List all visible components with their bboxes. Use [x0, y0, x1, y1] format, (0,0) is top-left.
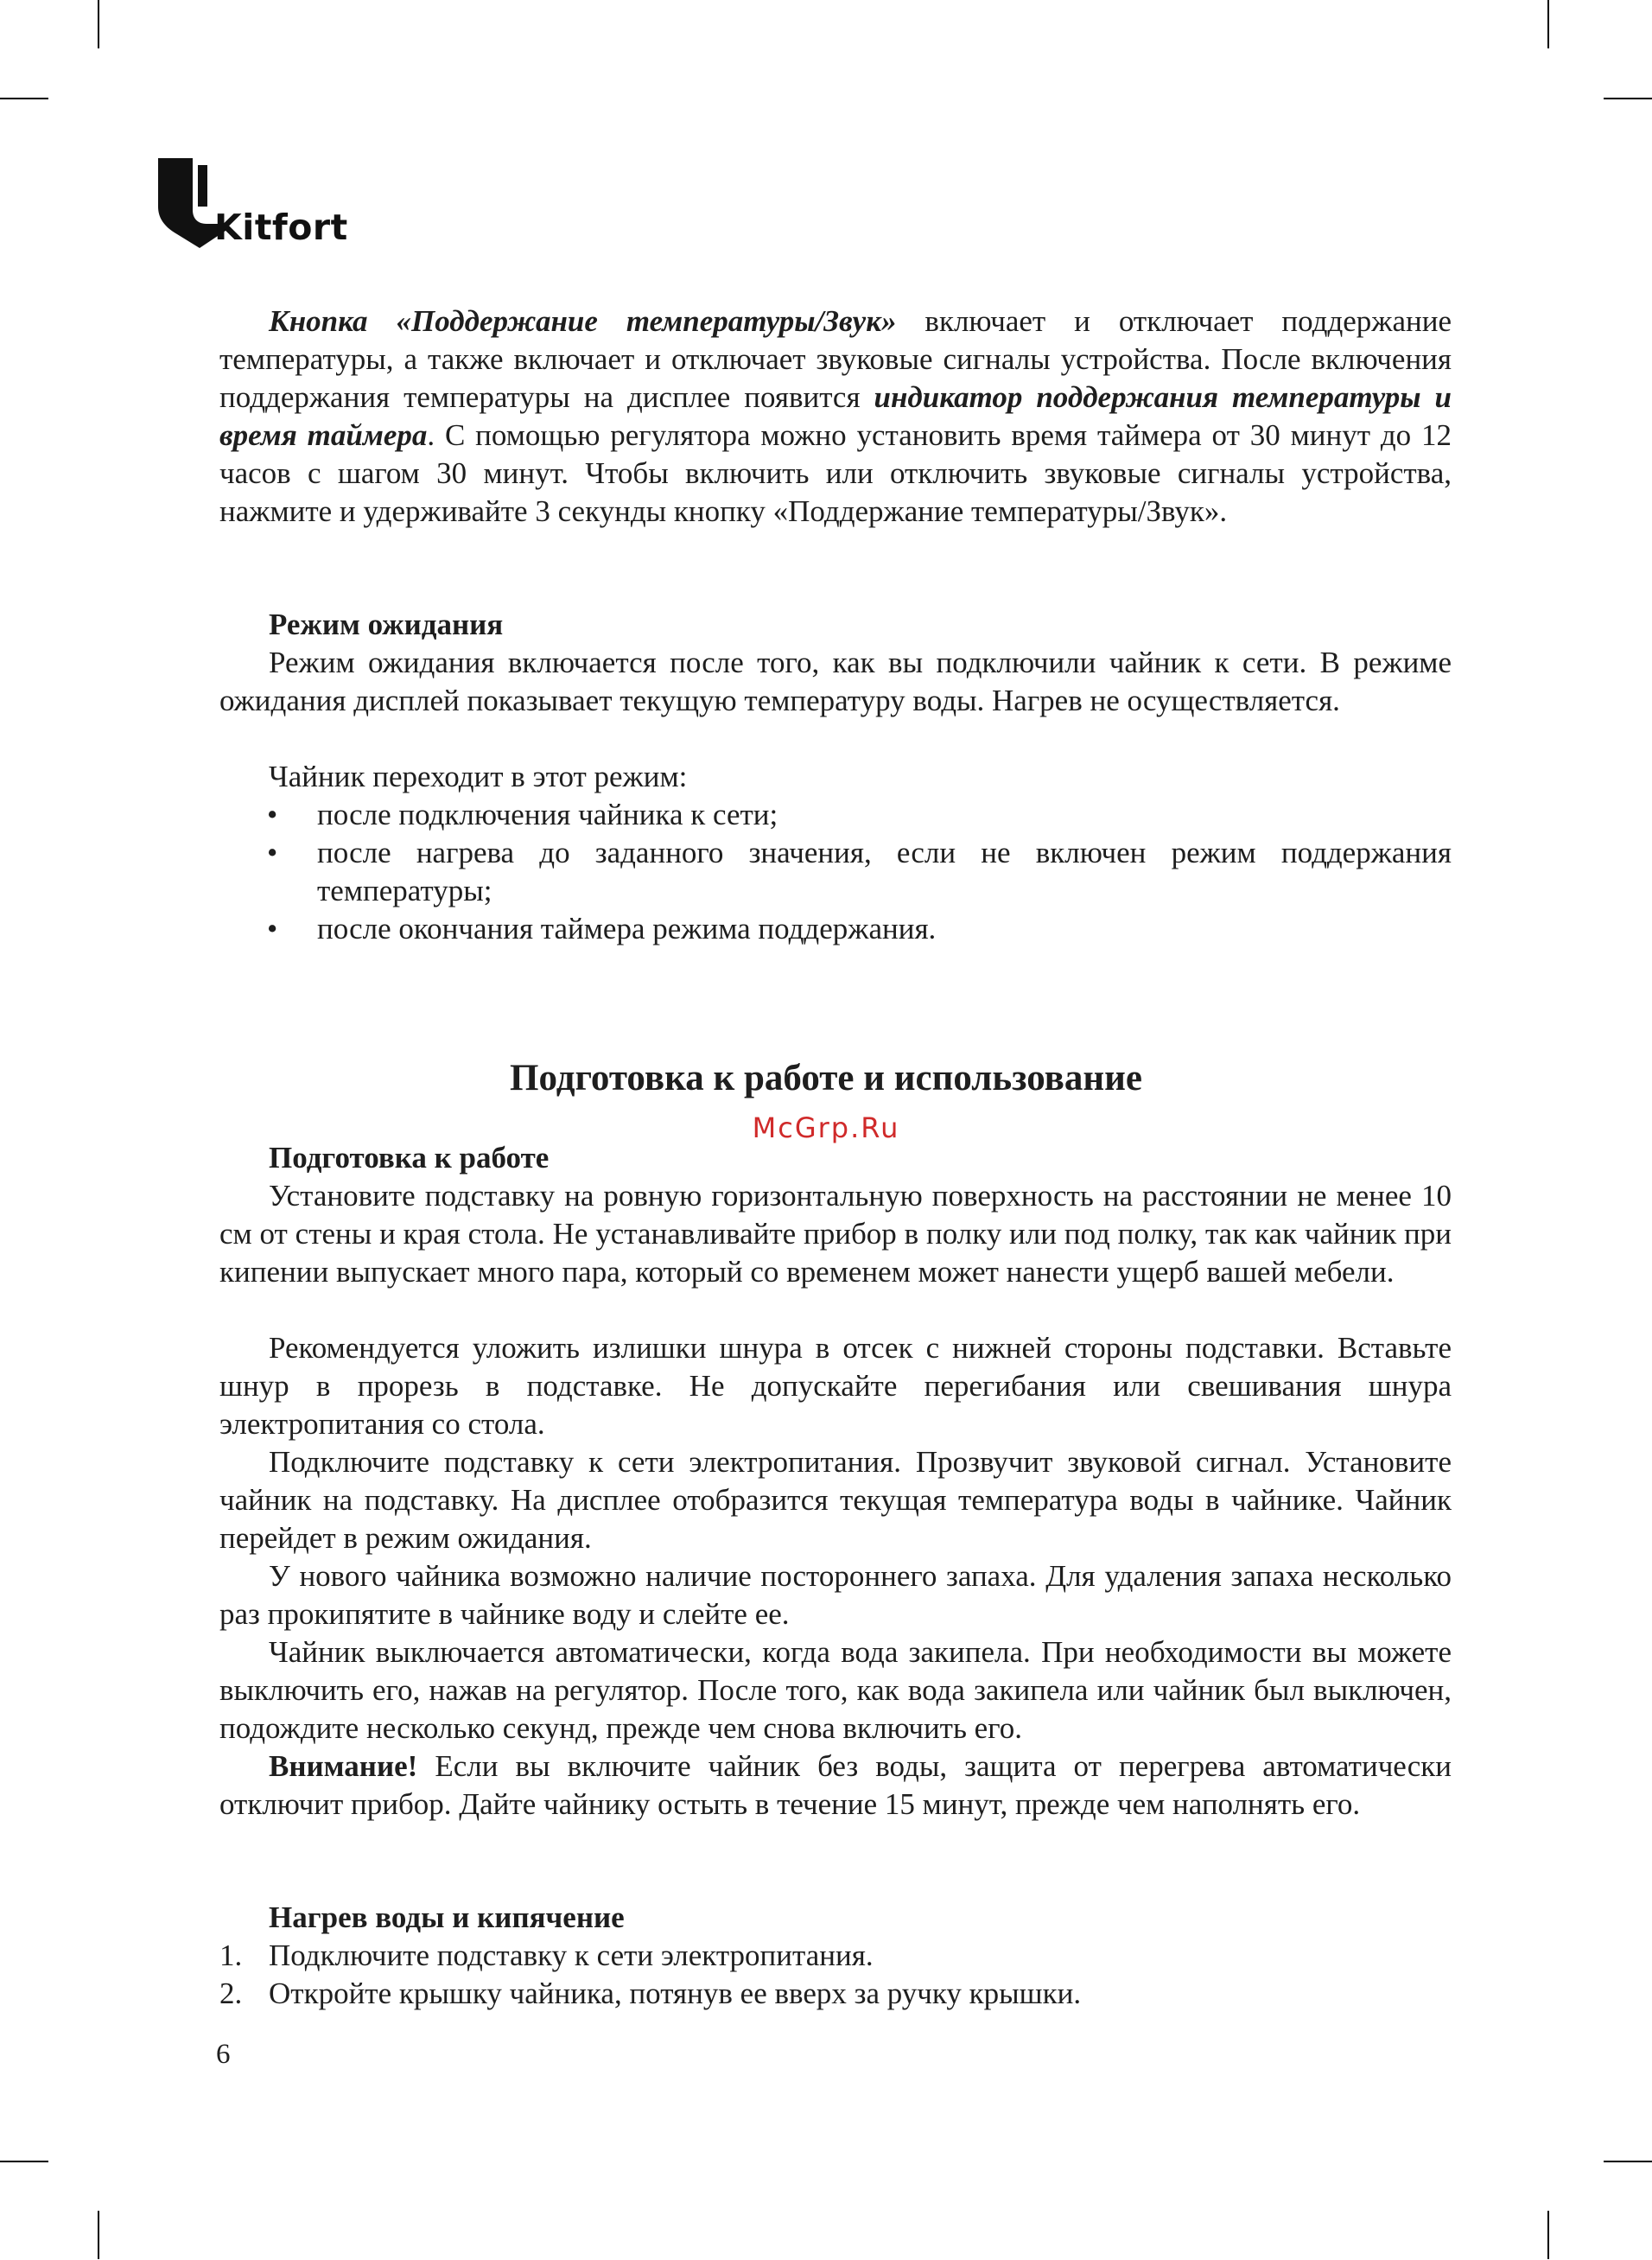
indicator-label: индикатор поддержания температуры и время таймера: [219, 380, 1452, 452]
warning-paragraph: Внимание! Если вы включите чайник без воды, защита от перегрева автоматически отключит прибор. Дайте чайнику остыть в течение 15 минут, прежде чем наполнять его.: [219, 1749, 1452, 1821]
prep-paragraph-4: У нового чайника возможно наличие постороннего запаха. Для удаления запаха несколько раз прокипятите в чайнике воду и слейте ее.: [219, 1559, 1452, 1631]
list-item: 1. Подключите подставку к сети электропитания.: [219, 1939, 874, 1972]
crop-mark: [0, 98, 48, 99]
brand-name: Kitfort: [214, 207, 348, 248]
list-item: • после подключения чайника к сети;: [267, 798, 778, 831]
list-item: • после окончания таймера режима поддержания.: [267, 912, 937, 945]
watermark: McGrp.Ru: [752, 1111, 900, 1144]
crop-mark: [98, 0, 99, 48]
standby-paragraph: Режим ожидания включается после того, как вы подключили чайник к сети. В режиме ожидания дисплей показывает текущую температуру воды. Нагрев не осуществляется.: [219, 646, 1452, 717]
prep-paragraph-2: Рекомендуется уложить излишки шнура в отсек с нижней стороны подставки. Вставьте шнур в прорезь в подставке. Не допускайте перегибания или свешивания шнура электропитания со стола.: [219, 1331, 1452, 1441]
temperature-button-paragraph: Кнопка «Поддержание температуры/Звук» включает и отключает поддержание температуры, а также включает и отключает звуковые сигналы устройства. После включения поддержания температуры на дисплее появится индикатор поддержания температуры и время таймера. С помощью регулятора можно установить время таймера от 30 минут до 12 часов с шагом 30 минут. Чтобы включить или отключить звуковые сигналы устройства, нажмите и удерживайте 3 секунды кнопку «Поддержание температуры/Звук».: [219, 304, 1452, 528]
brand-logo: [158, 158, 365, 253]
standby-heading: Режим ожидания: [269, 608, 504, 641]
crop-mark: [1547, 0, 1549, 48]
standby-list: [219, 796, 1452, 948]
list-item: • после нагрева до заданного значения, если не включен режим поддержания температуры;: [267, 836, 1452, 907]
prep-paragraph-5: Чайник выключается автоматически, когда вода закипела. При необходимости вы можете выключить его, нажав на регулятор. После того, как вода закипела или чайник был выключен, подождите несколько секунд, прежде чем снова включить его.: [219, 1635, 1452, 1745]
warning-label: Внимание!: [269, 1749, 418, 1783]
heating-steps: [219, 1937, 1452, 2013]
prep-paragraph-3: Подключите подставку к сети электропитания. Прозвучит звуковой сигнал. Установите чайник на подставку. На дисплее отобразится текущая температура воды в чайнике. Чайник перейдет в режим ожидания.: [219, 1445, 1452, 1555]
heating-heading: Нагрев воды и кипячение: [269, 1900, 625, 1934]
crop-mark: [1604, 98, 1652, 99]
standby-intro: Чайник переходит в этот режим:: [269, 760, 688, 793]
temperature-button-label: Кнопка «Поддержание температуры/Звук»: [269, 304, 897, 338]
crop-mark: [1547, 2211, 1549, 2259]
prep-paragraph-1: Установите подставку на ровную горизонтальную поверхность на расстоянии не менее 10 см от стены и края стола. Не устанавливайте прибор в полку или под полку, так как чайник при кипении выпускает много пара, который со временем может нанести ущерб вашей мебели.: [219, 1179, 1452, 1289]
list-item: 2. Откройте крышку чайника, потянув ее вверх за ручку крышки.: [219, 1977, 1082, 2010]
section-title: Подготовка к работе и использование: [510, 1058, 1142, 1098]
page-number: 6: [216, 2039, 231, 2070]
crop-mark: [1604, 2161, 1652, 2162]
crop-mark: [98, 2211, 99, 2259]
crop-mark: [0, 2161, 48, 2162]
prep-heading: Подготовка к работе: [269, 1141, 550, 1175]
